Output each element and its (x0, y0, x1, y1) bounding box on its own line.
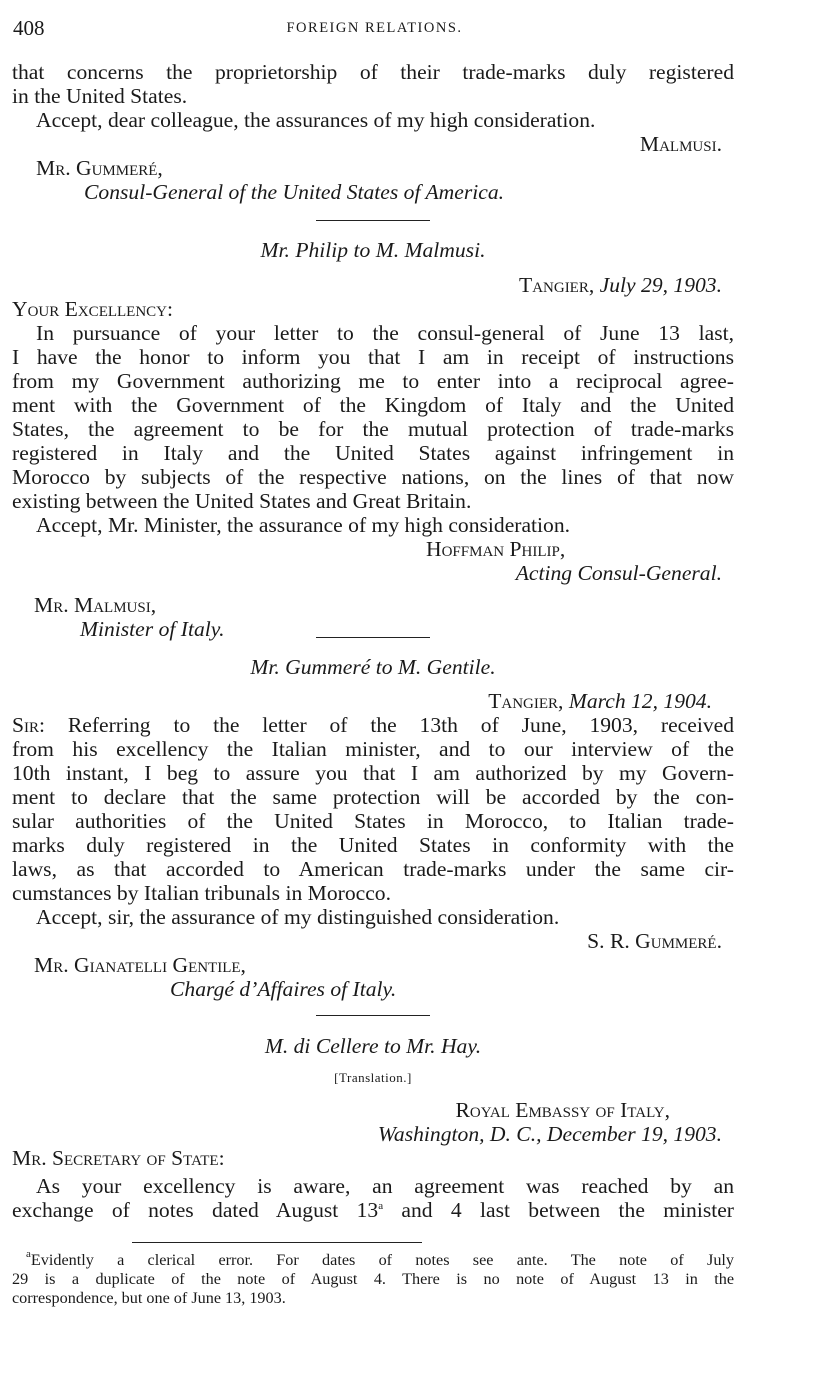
body-line (12, 1198, 734, 1222)
translation-note: [Translation.] (334, 1070, 412, 1085)
addressee-name: Mr. Gianatelli Gentile, (34, 953, 246, 977)
footnote-reference: a (378, 1200, 384, 1212)
footnote-divider (132, 1242, 422, 1243)
body-line-text: Referring to the letter of the 13th of June, 1903, received (45, 713, 734, 737)
body-line: from his excellency the Italian minister, and to our interview of the (12, 737, 734, 761)
section-divider (316, 220, 430, 221)
body-line: laws, as that accorded to American trade-marks under the same cir- (12, 857, 734, 881)
salutation: Mr. Secretary of State: (12, 1146, 225, 1170)
letter-heading: Mr. Philip to M. Malmusi. (260, 238, 486, 262)
closing-line: Accept, Mr. Minister, the assurance of my high consideration. (36, 513, 571, 537)
dateline-place: Tangier, (519, 273, 595, 297)
body-line: that concerns the proprietorship of their trade-marks duly registered (12, 60, 734, 84)
section-divider (316, 637, 430, 638)
letter-heading: M. di Cellere to Mr. Hay. (264, 1034, 482, 1058)
addressee-title: Consul-General of the United States of America. (84, 180, 505, 204)
salutation: Sir: (12, 713, 46, 737)
body-line: ment with the Government of the Kingdom of Italy and the United (12, 393, 734, 417)
body-line: ment to declare that the same protection will be accorded by the con- (12, 785, 734, 809)
running-head: FOREIGN RELATIONS. (286, 20, 463, 36)
body-line: In pursuance of your letter to the consul-general of June 13 last, (36, 321, 734, 345)
body-line: 10th instant, I beg to assure you that I am authorized by my Govern- (12, 761, 734, 785)
addressee-title: Chargé d’Affaires of Italy. (170, 977, 397, 1001)
signature: S. R. Gummeré. (587, 929, 722, 953)
letter-heading: Mr. Gummeré to M. Gentile. (250, 655, 496, 679)
body-line: I have the honor to inform you that I am in receipt of instructions (12, 345, 734, 369)
dateline-date: March 12, 1904. (568, 689, 712, 713)
dateline-place: Tangier, (488, 689, 564, 713)
dateline-place: Royal Embassy of Italy, (455, 1098, 670, 1122)
footnote-text: Evidently a clerical error. For dates of notes see ante. The note of July (30, 1251, 734, 1269)
signature-title: Acting Consul-General. (515, 561, 722, 585)
body-line: registered in Italy and the United States against infringement in (12, 441, 734, 465)
dateline-date: July 29, 1903. (599, 273, 722, 297)
body-line: from my Government authorizing me to enter into a reciprocal agree- (12, 369, 734, 393)
footnote-marker: a (26, 1248, 31, 1260)
salutation: Your Excellency: (12, 297, 174, 321)
footnote-line: 29 is a duplicate of the note of August 4. There is no note of August 13 in the (12, 1270, 734, 1288)
body-line: cumstances by Italian tribunals in Morocco. (12, 881, 391, 905)
body-line: existing between the United States and Great Britain. (12, 489, 472, 513)
page-body (12, 60, 734, 1308)
body-line: sular authorities of the United States in Morocco, to Italian trade- (12, 809, 734, 833)
footnote-line: correspondence, but one of June 13, 1903. (12, 1289, 286, 1307)
signature-name: Hoffman Philip, (426, 537, 566, 561)
body-line (12, 713, 734, 737)
addressee-title: Minister of Italy. (80, 617, 225, 641)
signature: Malmusi. (639, 132, 722, 156)
dateline: Washington, D. C., December 19, 1903. (377, 1122, 722, 1146)
page-number: 408 (13, 16, 45, 40)
addressee-name: Mr. Malmusi, (34, 593, 157, 617)
body-line: Morocco by subjects of the respective nations, on the lines of that now (12, 465, 734, 489)
dateline (12, 273, 734, 297)
body-line: States, the agreement to be for the mutual protection of trade-marks (12, 417, 734, 441)
closing-line: Accept, sir, the assurance of my distinguished consideration. (36, 905, 560, 929)
body-line: in the United States. (12, 84, 188, 108)
body-line-text: exchange of notes dated August 13 (12, 1198, 379, 1222)
body-line-text: and 4 last between the minister (383, 1198, 735, 1222)
body-line: As your excellency is aware, an agreement was reached by an (36, 1174, 734, 1198)
footnote-line (12, 1248, 734, 1270)
body-line: marks duly registered in the United States in conformity with the (12, 833, 734, 857)
page-header (13, 16, 736, 46)
dateline (12, 689, 734, 713)
section-divider (316, 1015, 430, 1016)
footnote (12, 1248, 734, 1308)
addressee-name: Mr. Gummeré, (36, 156, 163, 180)
closing-line: Accept, dear colleague, the assurances of my high consideration. (36, 108, 596, 132)
